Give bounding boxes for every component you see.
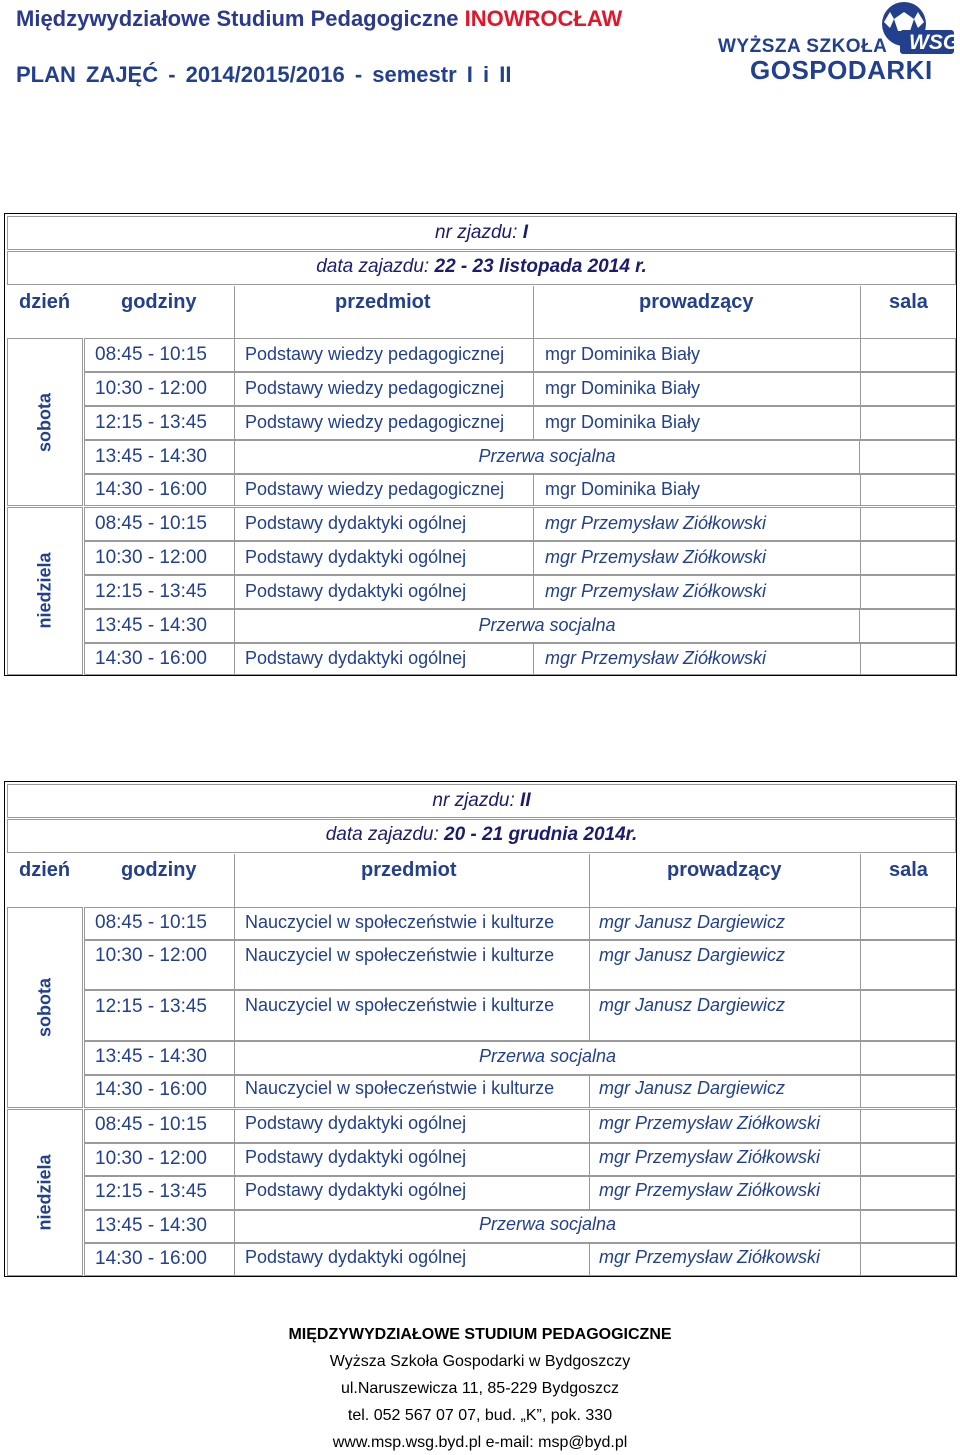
col-subject: przedmiot bbox=[361, 859, 457, 881]
subject-cell: Podstawy dydaktyki ogólnej bbox=[245, 1180, 467, 1200]
subject-cell: Podstawy wiedzy pedagogicznej bbox=[245, 344, 505, 364]
col-room: sala bbox=[889, 859, 928, 881]
subject-cell: Podstawy dydaktyki ogólnej bbox=[245, 1247, 467, 1267]
lecturer-cell: mgr Janusz Dargiewicz bbox=[599, 912, 786, 932]
zjazd-nr: nr zjazdu: I bbox=[435, 222, 528, 243]
footer-institute: MIĘDZYWYDZIAŁOWE STUDIUM PEDAGOGICZNE bbox=[288, 1326, 672, 1343]
wsg-logo bbox=[714, 0, 960, 85]
subject-cell: Nauczyciel w społeczeństwie i kulturze bbox=[245, 1078, 555, 1098]
lecturer-cell: mgr Dominika Biały bbox=[545, 378, 701, 398]
title-city: INOWROCŁAW bbox=[464, 6, 623, 31]
col-lecturer: prowadzący bbox=[667, 859, 782, 881]
time-cell: 12:15 - 13:45 bbox=[95, 1181, 207, 1202]
plan-title: PLAN ZAJĘĆ - 2014/2015/2016 - semestr I i II bbox=[16, 62, 512, 87]
logo-line1: WYŻSZA SZKOŁA bbox=[718, 36, 888, 57]
zjazd-date: data zajazdu: 20 - 21 grudnia 2014r. bbox=[325, 824, 638, 845]
time-cell: 08:45 - 10:15 bbox=[95, 912, 207, 933]
schedule-table-1 bbox=[4, 213, 957, 676]
day-label: niedziela bbox=[34, 552, 55, 629]
lecturer-cell: mgr Janusz Dargiewicz bbox=[599, 1078, 786, 1098]
subject-cell: Nauczyciel w społeczeństwie i kulturze bbox=[245, 995, 555, 1015]
col-room: sala bbox=[889, 291, 928, 313]
subject-cell: Podstawy dydaktyki ogólnej bbox=[245, 1113, 467, 1133]
title-main: Międzywydziałowe Studium Pedagogiczne bbox=[16, 6, 459, 31]
subject-cell: Podstawy dydaktyki ogólnej bbox=[245, 1147, 467, 1167]
col-day: dzień bbox=[19, 291, 71, 313]
lecturer-cell: mgr Przemysław Ziółkowski bbox=[599, 1180, 821, 1200]
time-cell: 10:30 - 12:00 bbox=[95, 945, 207, 966]
time-cell: 08:45 - 10:15 bbox=[95, 513, 207, 534]
lecturer-cell: mgr Janusz Dargiewicz bbox=[599, 945, 786, 965]
lecturer-cell: mgr Dominika Biały bbox=[545, 479, 701, 499]
lecturer-cell: mgr Przemysław Ziółkowski bbox=[545, 581, 767, 601]
lecturer-cell: mgr Przemysław Ziółkowski bbox=[545, 648, 767, 668]
time-cell: 13:45 - 14:30 bbox=[95, 1046, 207, 1067]
footer-phone: tel. 052 567 07 07, bud. „K”, pok. 330 bbox=[347, 1407, 613, 1424]
lecturer-cell: mgr Janusz Dargiewicz bbox=[599, 995, 786, 1015]
col-subject: przedmiot bbox=[335, 291, 431, 313]
time-cell: 10:30 - 12:00 bbox=[95, 1148, 207, 1169]
subject-cell: Nauczyciel w społeczeństwie i kulturze bbox=[245, 945, 555, 965]
logo-badge: WSG bbox=[909, 31, 960, 54]
subject-cell: Podstawy wiedzy pedagogicznej bbox=[245, 479, 505, 499]
break-cell: Przerwa socjalna bbox=[478, 1214, 617, 1234]
time-cell: 13:45 - 14:30 bbox=[95, 1215, 207, 1236]
time-cell: 14:30 - 16:00 bbox=[95, 648, 207, 669]
time-cell: 14:30 - 16:00 bbox=[95, 479, 207, 500]
subject-cell: Podstawy dydaktyki ogólnej bbox=[245, 513, 467, 533]
subject-cell: Podstawy dydaktyki ogólnej bbox=[245, 547, 467, 567]
lecturer-cell: mgr Przemysław Ziółkowski bbox=[599, 1113, 821, 1133]
lecturer-cell: mgr Przemysław Ziółkowski bbox=[599, 1147, 821, 1167]
logo-line2: GOSPODARKI bbox=[750, 55, 933, 85]
col-hours: godziny bbox=[121, 859, 197, 881]
subject-cell: Nauczyciel w społeczeństwie i kulturze bbox=[245, 912, 555, 932]
time-cell: 13:45 - 14:30 bbox=[95, 446, 207, 467]
time-cell: 08:45 - 10:15 bbox=[95, 344, 207, 365]
time-cell: 08:45 - 10:15 bbox=[95, 1114, 207, 1135]
subject-cell: Podstawy wiedzy pedagogicznej bbox=[245, 412, 505, 432]
time-cell: 12:15 - 13:45 bbox=[95, 581, 207, 602]
footer-contact: www.msp.wsg.byd.pl e-mail: msp@byd.pl bbox=[332, 1434, 628, 1451]
footer-school: Wyższa Szkoła Gospodarki w Bydgoszczy bbox=[329, 1353, 631, 1370]
break-cell: Przerwa socjalna bbox=[478, 446, 616, 466]
day-label: sobota bbox=[34, 393, 55, 453]
page-title bbox=[16, 6, 622, 32]
day-label: sobota bbox=[34, 978, 55, 1038]
schedule-table-2 bbox=[4, 781, 957, 1277]
lecturer-cell: mgr Przemysław Ziółkowski bbox=[599, 1247, 821, 1267]
time-cell: 10:30 - 12:00 bbox=[95, 378, 207, 399]
zjazd-nr: nr zjazdu: II bbox=[432, 790, 531, 811]
zjazd-date: data zajazdu: 22 - 23 listopada 2014 r. bbox=[316, 256, 647, 277]
lecturer-cell: mgr Przemysław Ziółkowski bbox=[545, 513, 767, 533]
break-cell: Przerwa socjalna bbox=[478, 1046, 617, 1066]
time-cell: 14:30 - 16:00 bbox=[95, 1248, 207, 1269]
col-day: dzień bbox=[19, 859, 71, 881]
subject-cell: Podstawy wiedzy pedagogicznej bbox=[245, 378, 505, 398]
time-cell: 13:45 - 14:30 bbox=[95, 615, 207, 636]
footer-address: ul.Naruszewicza 11, 85-229 Bydgoszcz bbox=[340, 1380, 620, 1397]
subject-cell: Podstawy dydaktyki ogólnej bbox=[245, 581, 467, 601]
day-label: niedziela bbox=[34, 1154, 55, 1231]
time-cell: 12:15 - 13:45 bbox=[95, 996, 207, 1017]
lecturer-cell: mgr Przemysław Ziółkowski bbox=[545, 547, 767, 567]
col-lecturer: prowadzący bbox=[639, 291, 754, 313]
lecturer-cell: mgr Dominika Biały bbox=[545, 412, 701, 432]
lecturer-cell: mgr Dominika Biały bbox=[545, 344, 701, 364]
time-cell: 12:15 - 13:45 bbox=[95, 412, 207, 433]
break-cell: Przerwa socjalna bbox=[478, 615, 616, 635]
col-hours: godziny bbox=[121, 291, 197, 313]
time-cell: 10:30 - 12:00 bbox=[95, 547, 207, 568]
time-cell: 14:30 - 16:00 bbox=[95, 1079, 207, 1100]
subject-cell: Podstawy dydaktyki ogólnej bbox=[245, 648, 467, 668]
